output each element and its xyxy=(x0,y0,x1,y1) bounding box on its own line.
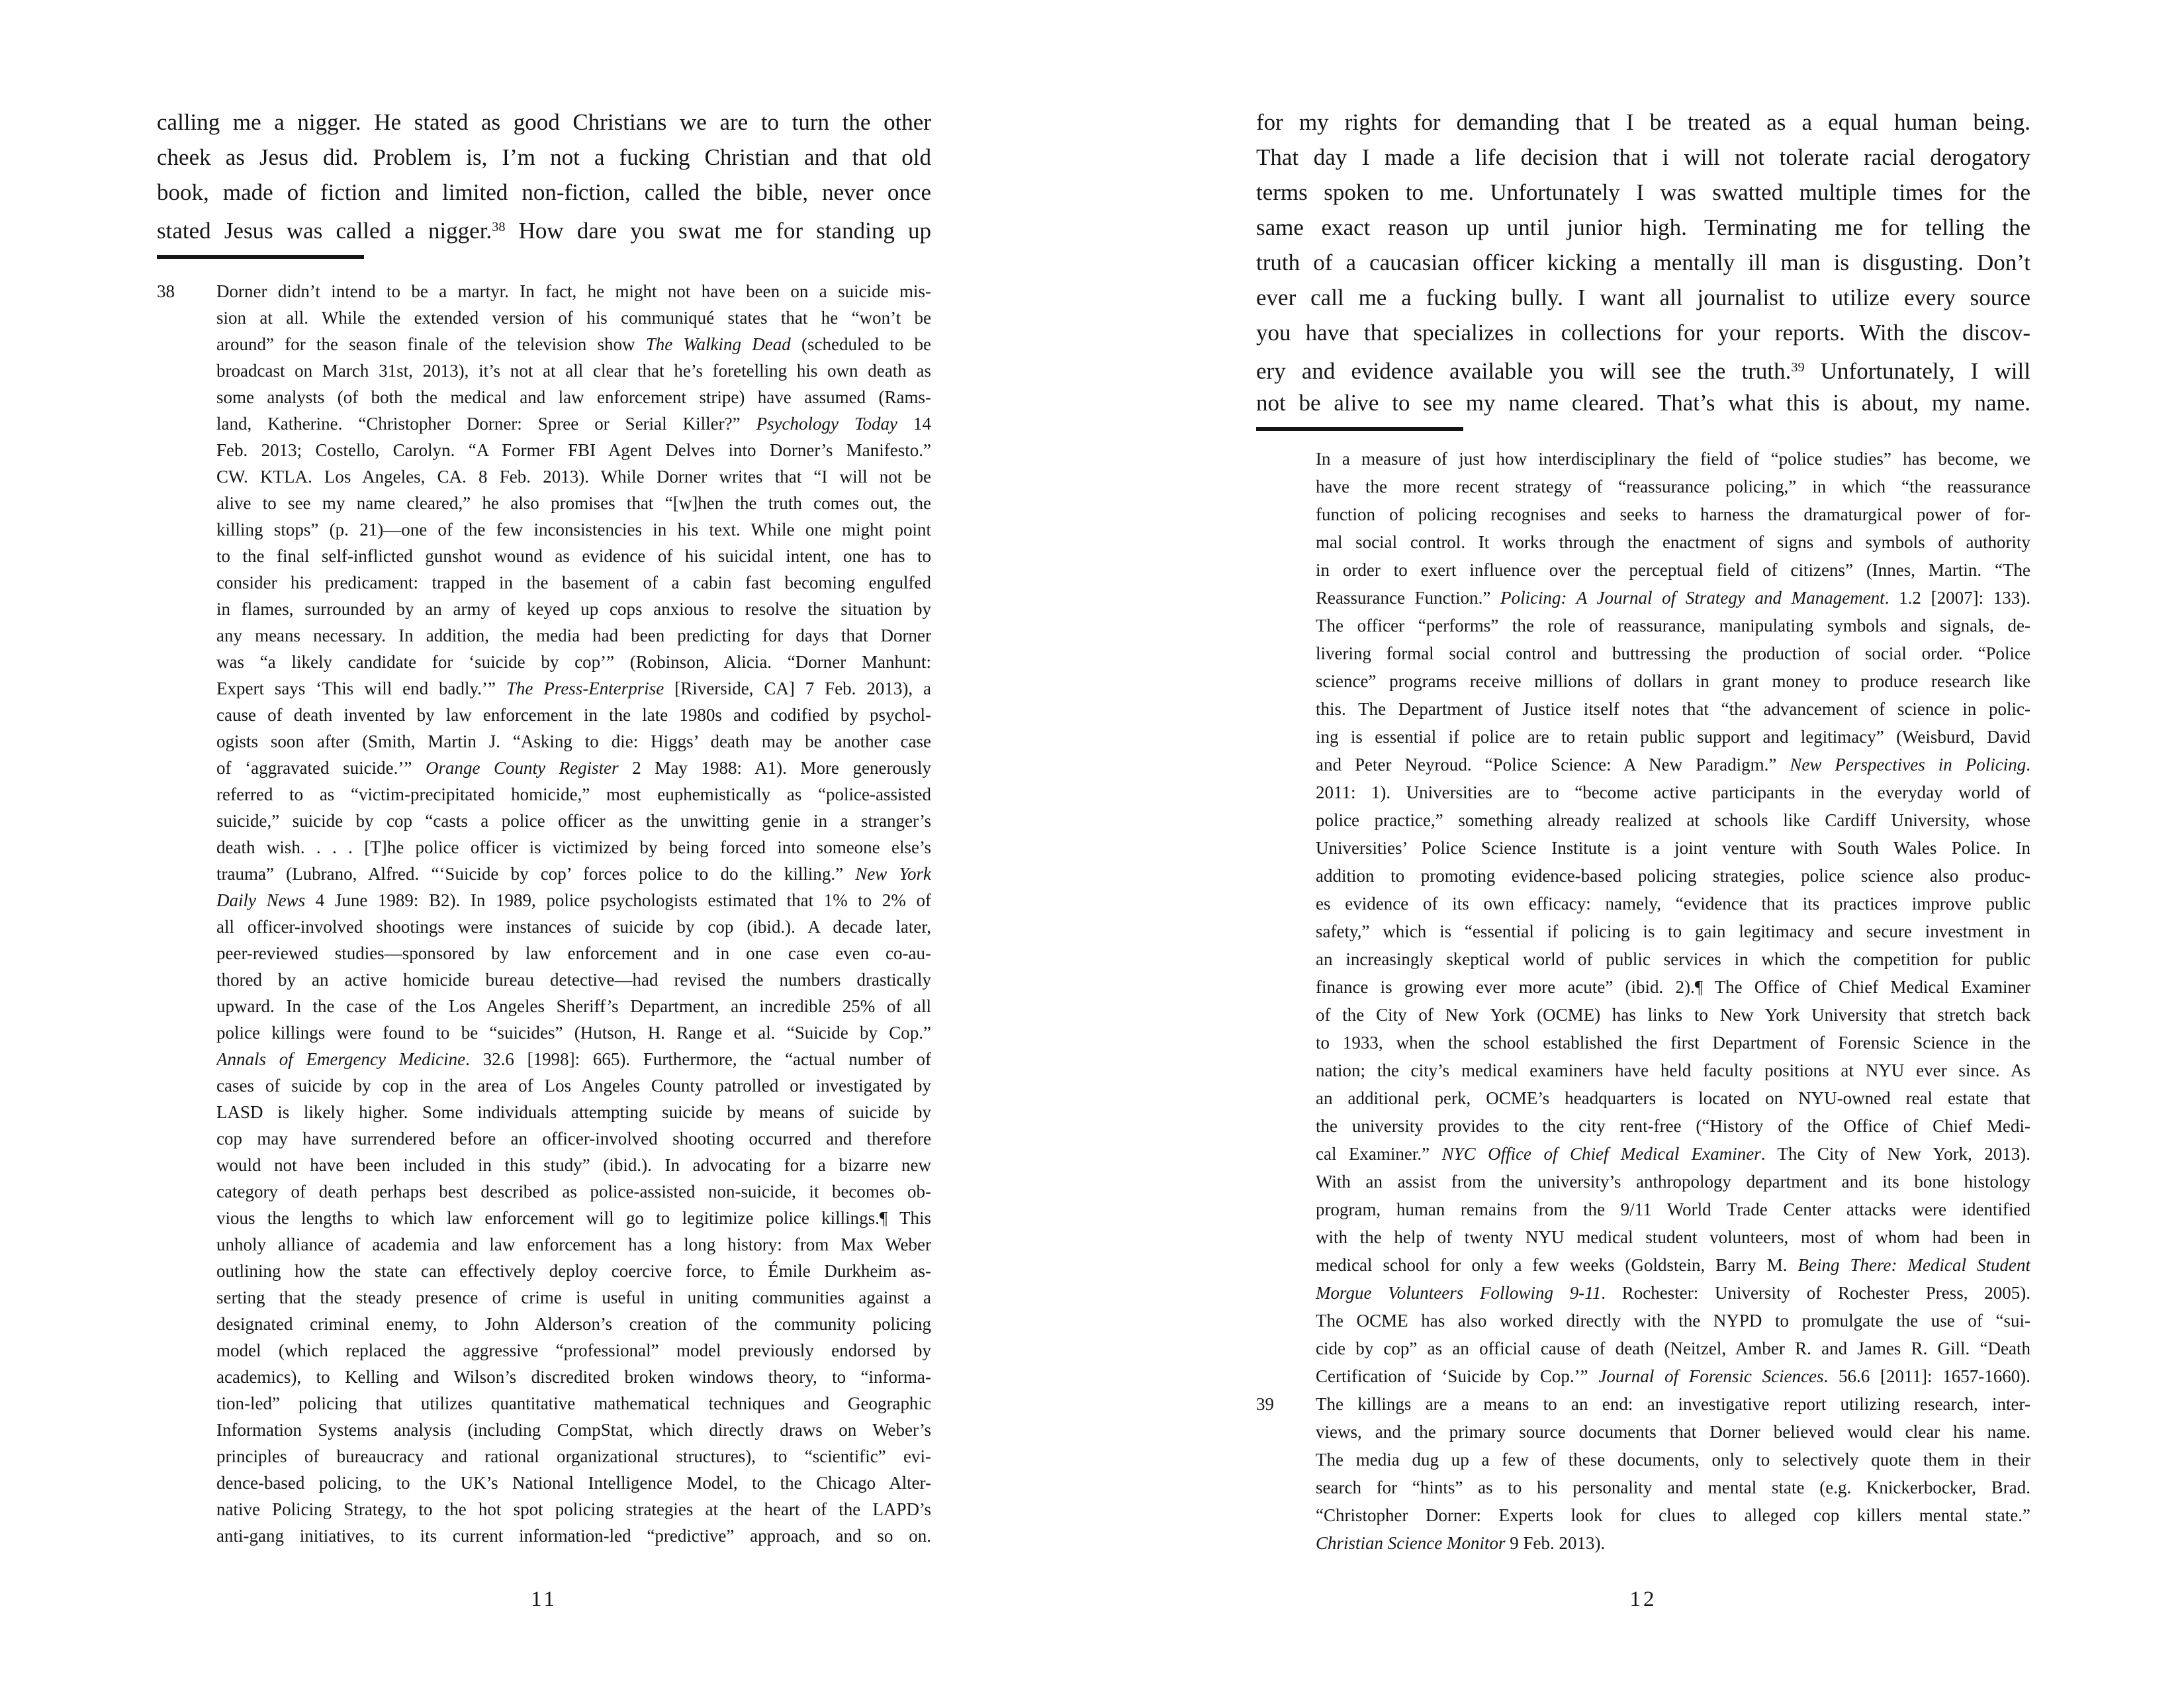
text-line: Christian Science Monitor 9 Feb. 2013). xyxy=(1316,1533,1606,1553)
footnote-marker: 39 xyxy=(1256,1394,1274,1414)
footnote-rule-right xyxy=(1256,427,1463,431)
text-line: to 1933, when the school established the first Department of Forensic Science in the xyxy=(1316,1033,2030,1053)
text-line: with the help of twenty NYU medical student volunteers, most of whom had been in xyxy=(1316,1227,2030,1247)
text-line: tion-led” policing that utilizes quantitative mathematical techniques and Geographic xyxy=(216,1393,931,1413)
footnote-reference: 38 xyxy=(492,220,506,234)
footnote-rule-left xyxy=(157,255,364,259)
page-11 xyxy=(157,0,931,1688)
text-line: sion at all. While the extended version of his communiqué states that he “won’t be xyxy=(216,308,931,328)
text-line: around” for the season finale of the television show The Walking Dead (scheduled to be xyxy=(216,334,931,354)
text-line: referred to as “victim-precipitated homicide,” most euphemistically as “police-assisted xyxy=(216,784,931,804)
text-line: calling me a nigger. He stated as good Christians we are to turn the other xyxy=(157,109,931,135)
text-line: unholy alliance of academia and law enforcement has a long history: from Max Weber xyxy=(216,1235,931,1254)
text-line: you have that specializes in collections for your reports. With the discov- xyxy=(1256,320,2030,346)
page-number-left: 11 xyxy=(531,1587,557,1611)
text-line: Daily News 4 June 1989: B2). In 1989, police psychologists estimated that 1% to 2% of xyxy=(216,890,931,910)
text-line: trauma” (Lubrano, Alfred. “‘Suicide by cop’ forces police to do the killing.” New York xyxy=(216,864,931,884)
text-line: In a measure of just how interdisciplinary the field of “police studies” has become, we xyxy=(1316,449,2030,469)
text-line: thored by an active homicide bureau detective—had revised the numbers drastically xyxy=(216,970,931,990)
text-line: Universities’ Police Science Institute is a joint venture with South Wales Police. In xyxy=(1316,838,2030,858)
text-line: some analysts (of both the medical and law enforcement stripe) have assumed (Rams- xyxy=(216,387,931,407)
text-line: function of policing recognises and seeks to harness the dramaturgical power of for- xyxy=(1316,504,2030,524)
text-line: academics), to Kelling and Wilson’s discredited broken windows theory, to “informa- xyxy=(216,1367,931,1387)
main-text-right xyxy=(1256,105,2030,420)
text-line: Feb. 2013; Costello, Carolyn. “A Former FBI Agent Delves into Dorner’s Manifesto.” xyxy=(216,440,931,460)
text-line: Morgue Volunteers Following 9-11. Rochester: University of Rochester Press, 2005). xyxy=(1316,1283,2030,1303)
text-line: That day I made a life decision that i will not tolerate racial derogatory xyxy=(1256,144,2030,170)
text-line: same exact reason up until junior high. Terminating me for telling the xyxy=(1256,214,2030,240)
text-line: suicide,” suicide by cop “casts a police officer as the unwitting genie in a stranger’s xyxy=(216,811,931,831)
text-line: and Peter Neyroud. “Police Science: A New Paradigm.” New Perspectives in Policing. xyxy=(1316,755,2030,774)
text-line: all officer-involved shootings were instances of suicide by cop (ibid.). A decade later, xyxy=(216,917,931,937)
page-12 xyxy=(1256,0,2030,1688)
text-line: consider his predicament: trapped in the basement of a cabin fast becoming engulfed xyxy=(216,573,931,592)
text-line: medical school for only a few weeks (Goldstein, Barry M. Being There: Medical Student xyxy=(1316,1255,2030,1275)
text-line: the university provides to the city rent-free (“History of the Office of Chief Medi- xyxy=(1316,1116,2030,1136)
footnote-body xyxy=(1316,445,2030,1390)
text-line: an increasingly skeptical world of public services in which the competition for public xyxy=(1316,949,2030,969)
text-line: Information Systems analysis (including CompStat, which directly draws on Weber’s xyxy=(216,1420,931,1440)
text-line: police practice,” something already realized at schools like Cardiff University, whose xyxy=(1316,810,2030,830)
text-line: of the City of New York (OCME) has links to New York University that stretch back xyxy=(1316,1005,2030,1025)
text-line: Reassurance Function.” Policing: A Journal of Strategy and Management. 1.2 [2007]: 133). xyxy=(1316,588,2030,608)
text-line: science” programs receive millions of dollars in grant money to produce research like xyxy=(1316,671,2030,691)
text-line: police killings were found to be “suicides” (Hutson, H. Range et al. “Suicide by Cop.” xyxy=(216,1023,931,1043)
text-line: addition to promoting evidence-based policing strategies, police science also produc- xyxy=(1316,866,2030,886)
text-line: serting that the steady presence of crime is useful in uniting communities against a xyxy=(216,1288,931,1307)
text-line: cases of suicide by cop in the area of Los Angeles County patrolled or investigated by xyxy=(216,1076,931,1096)
text-line: land, Katherine. “Christopher Dorner: Spree or Serial Killer?” Psychology Today 14 xyxy=(216,414,931,434)
text-line: this. The Department of Justice itself notes that “the advancement of science in polic- xyxy=(1316,699,2030,719)
footnote xyxy=(1256,1390,2030,1557)
text-line: in flames, surrounded by an army of keyed up cops anxious to resolve the situation by xyxy=(216,599,931,619)
footnotes-right xyxy=(1256,445,2030,1557)
text-line: was “a likely candidate for ‘suicide by cop’” (Robinson, Alicia. “Dorner Manhunt: xyxy=(216,652,931,672)
text-line: livering formal social control and buttressing the production of social order. “Police xyxy=(1316,643,2030,663)
footnotes-left xyxy=(157,278,931,1549)
text-line: for my rights for demanding that I be treated as a equal human being. xyxy=(1256,109,2030,135)
text-line: 2011: 1). Universities are to “become active participants in the everyday world of xyxy=(1316,782,2030,802)
text-line: native Policing Strategy, to the hot spot policing strategies at the heart of the LAPD’s xyxy=(216,1499,931,1519)
text-line: truth of a caucasian officer kicking a mentally ill man is disgusting. Don’t xyxy=(1256,250,2030,275)
text-line: ing is essential if police are to retain public support and legitimacy” (Weisburd, David xyxy=(1316,727,2030,747)
text-line: an additional perk, OCME’s headquarters is located on NYU-owned real estate that xyxy=(1316,1088,2030,1108)
footnote xyxy=(1256,445,2030,1390)
text-line: cop may have surrendered before an officer-involved shooting occurred and therefore xyxy=(216,1129,931,1149)
text-line: have the more recent strategy of “reassurance policing,” in which “the reassurance xyxy=(1316,477,2030,496)
text-line: category of death perhaps best described as police-assisted non-suicide, it becomes ob- xyxy=(216,1182,931,1201)
main-text-left xyxy=(157,105,931,245)
text-line: Certification of ‘Suicide by Cop.’” Journal of Forensic Sciences. 56.6 [2011]: 1657-1660). xyxy=(1316,1366,2030,1386)
text-line: Expert says ‘This will end badly.’” The Press-Enterprise [Riverside, CA] 7 Feb. 2013), a xyxy=(216,679,931,698)
text-line: dence-based policing, to the UK’s National Intelligence Model, to the Chicago Alter- xyxy=(216,1473,931,1493)
text-line: principles of bureaucracy and rational organizational structures), to “scientific” evi- xyxy=(216,1446,931,1466)
text-line: Dorner didn’t intend to be a martyr. In fact, he might not have been on a suicide mis- xyxy=(216,281,931,301)
text-line: cheek as Jesus did. Problem is, I’m not a fucking Christian and that old xyxy=(157,144,931,170)
text-line: search for “hints” as to his personality and mental state (e.g. Knickerbocker, Brad. xyxy=(1316,1477,2030,1497)
text-line: cause of death invented by law enforcement in the late 1980s and codified by psychol- xyxy=(216,705,931,725)
text-line: of ‘aggravated suicide.’” Orange County Register 2 May 1988: A1). More generously xyxy=(216,758,931,778)
text-line: not be alive to see my name cleared. That’s what this is about, my name. xyxy=(1256,390,2030,416)
text-line: model (which replaced the aggressive “professional” model previously endorsed by xyxy=(216,1340,931,1360)
text-line: With an assist from the university’s anthropology department and its bone histology xyxy=(1316,1172,2030,1192)
text-line: stated Jesus was called a nigger.$^{38}$ How dare you swat me for standing up xyxy=(157,218,931,244)
text-line: mal social control. It works through the enactment of signs and symbols of authority xyxy=(1316,532,2030,552)
text-line: broadcast on March 31st, 2013), it’s not at all clear that he’s foretelling his own death as xyxy=(216,361,931,381)
text-line: ogists soon after (Smith, Martin J. “Asking to die: Higgs’ death may be another case xyxy=(216,731,931,751)
text-line: The officer “performs” the role of reassurance, manipulating symbols and signals, de- xyxy=(1316,616,2030,635)
page-number-right: 12 xyxy=(1629,1587,1657,1611)
text-line: designated criminal enemy, to John Alderson’s creation of the community policing xyxy=(216,1314,931,1334)
text-line: program, human remains from the 9/11 World Trade Center attacks were identified xyxy=(1316,1199,2030,1219)
text-line: death wish. . . . [T]he police officer is victimized by being forced into someone else’s xyxy=(216,837,931,857)
text-line: any means necessary. In addition, the media had been predicting for days that Dorner xyxy=(216,626,931,645)
text-line: upward. In the case of the Los Angeles Sheriff’s Department, an incredible 25% of all xyxy=(216,996,931,1016)
footnote-body xyxy=(216,278,931,1549)
text-line: would not have been included in this study” (ibid.). In advocating for a bizarre new xyxy=(216,1155,931,1175)
text-line: nation; the city’s medical examiners have held faculty positions at NYU ever since. As xyxy=(1316,1060,2030,1080)
text-line: cide by cop” as an official cause of death (Neitzel, Amber R. and James R. Gill. “Death xyxy=(1316,1338,2030,1358)
footnote-reference: 39 xyxy=(1791,360,1805,375)
text-line: alive to see my name cleared,” he also promises that “[w]hen the truth comes out, the xyxy=(216,493,931,513)
text-line: anti-gang initiatives, to its current information-led “predictive” approach, and so on. xyxy=(216,1526,931,1546)
text-line: The OCME has also worked directly with the NYPD to promulgate the use of “sui- xyxy=(1316,1311,2030,1331)
text-line: ery and evidence available you will see the truth.$^{39}$ Unfortunately, I will xyxy=(1256,358,2030,385)
footnote xyxy=(157,278,931,1549)
text-line: to the final self-inflicted gunshot wound as evidence of his suicidal intent, one has to xyxy=(216,546,931,566)
text-line: outlining how the state can effectively deploy coercive force, to Émile Durkheim as- xyxy=(216,1261,931,1281)
footnote-marker: 38 xyxy=(157,281,175,301)
text-line: The media dug up a few of these documents, only to selectively quote them in their xyxy=(1316,1450,2030,1470)
text-line: finance is growing ever more acute” (ibid. 2).¶ The Office of Chief Medical Examiner xyxy=(1316,977,2030,997)
text-line: vious the lengths to which law enforcement will go to legitimize police killings.¶ This xyxy=(216,1208,931,1228)
text-line: cal Examiner.” NYC Office of Chief Medical Examiner. The City of New York, 2013). xyxy=(1316,1144,2030,1164)
text-line: terms spoken to me. Unfortunately I was swatted multiple times for the xyxy=(1256,179,2030,205)
text-line: The killings are a means to an end: an investigative report utilizing research, inter- xyxy=(1316,1394,2030,1414)
footnote-body xyxy=(1316,1390,2030,1557)
text-line: CW. KTLA. Los Angeles, CA. 8 Feb. 2013). While Dorner writes that “I will not be xyxy=(216,467,931,487)
text-line: peer-reviewed studies—sponsored by law enforcement and in one case even co-au- xyxy=(216,943,931,963)
text-line: es evidence of its own efficacy: namely, “evidence that its practices improve public xyxy=(1316,894,2030,914)
text-line: LASD is likely higher. Some individuals attempting suicide by means of suicide by xyxy=(216,1102,931,1122)
text-line: views, and the primary source documents that Dorner believed would clear his name. xyxy=(1316,1422,2030,1442)
text-line: book, made of fiction and limited non-fiction, called the bible, never once xyxy=(157,179,931,205)
text-line: “Christopher Dorner: Experts look for clues to alleged cop killers mental state.” xyxy=(1316,1505,2030,1525)
text-line: Annals of Emergency Medicine. 32.6 [1998]: 665). Furthermore, the “actual number of xyxy=(216,1049,931,1069)
text-line: ever call me a fucking bully. I want all journalist to utilize every source xyxy=(1256,285,2030,310)
text-line: killing stops” (p. 21)—one of the few inconsistencies in his text. While one might point xyxy=(216,520,931,539)
text-line: in order to exert influence over the perceptual field of citizens” (Innes, Martin. “The xyxy=(1316,560,2030,580)
text-line: safety,” which is “essential if policing is to gain legitimacy and secure investment in xyxy=(1316,921,2030,941)
